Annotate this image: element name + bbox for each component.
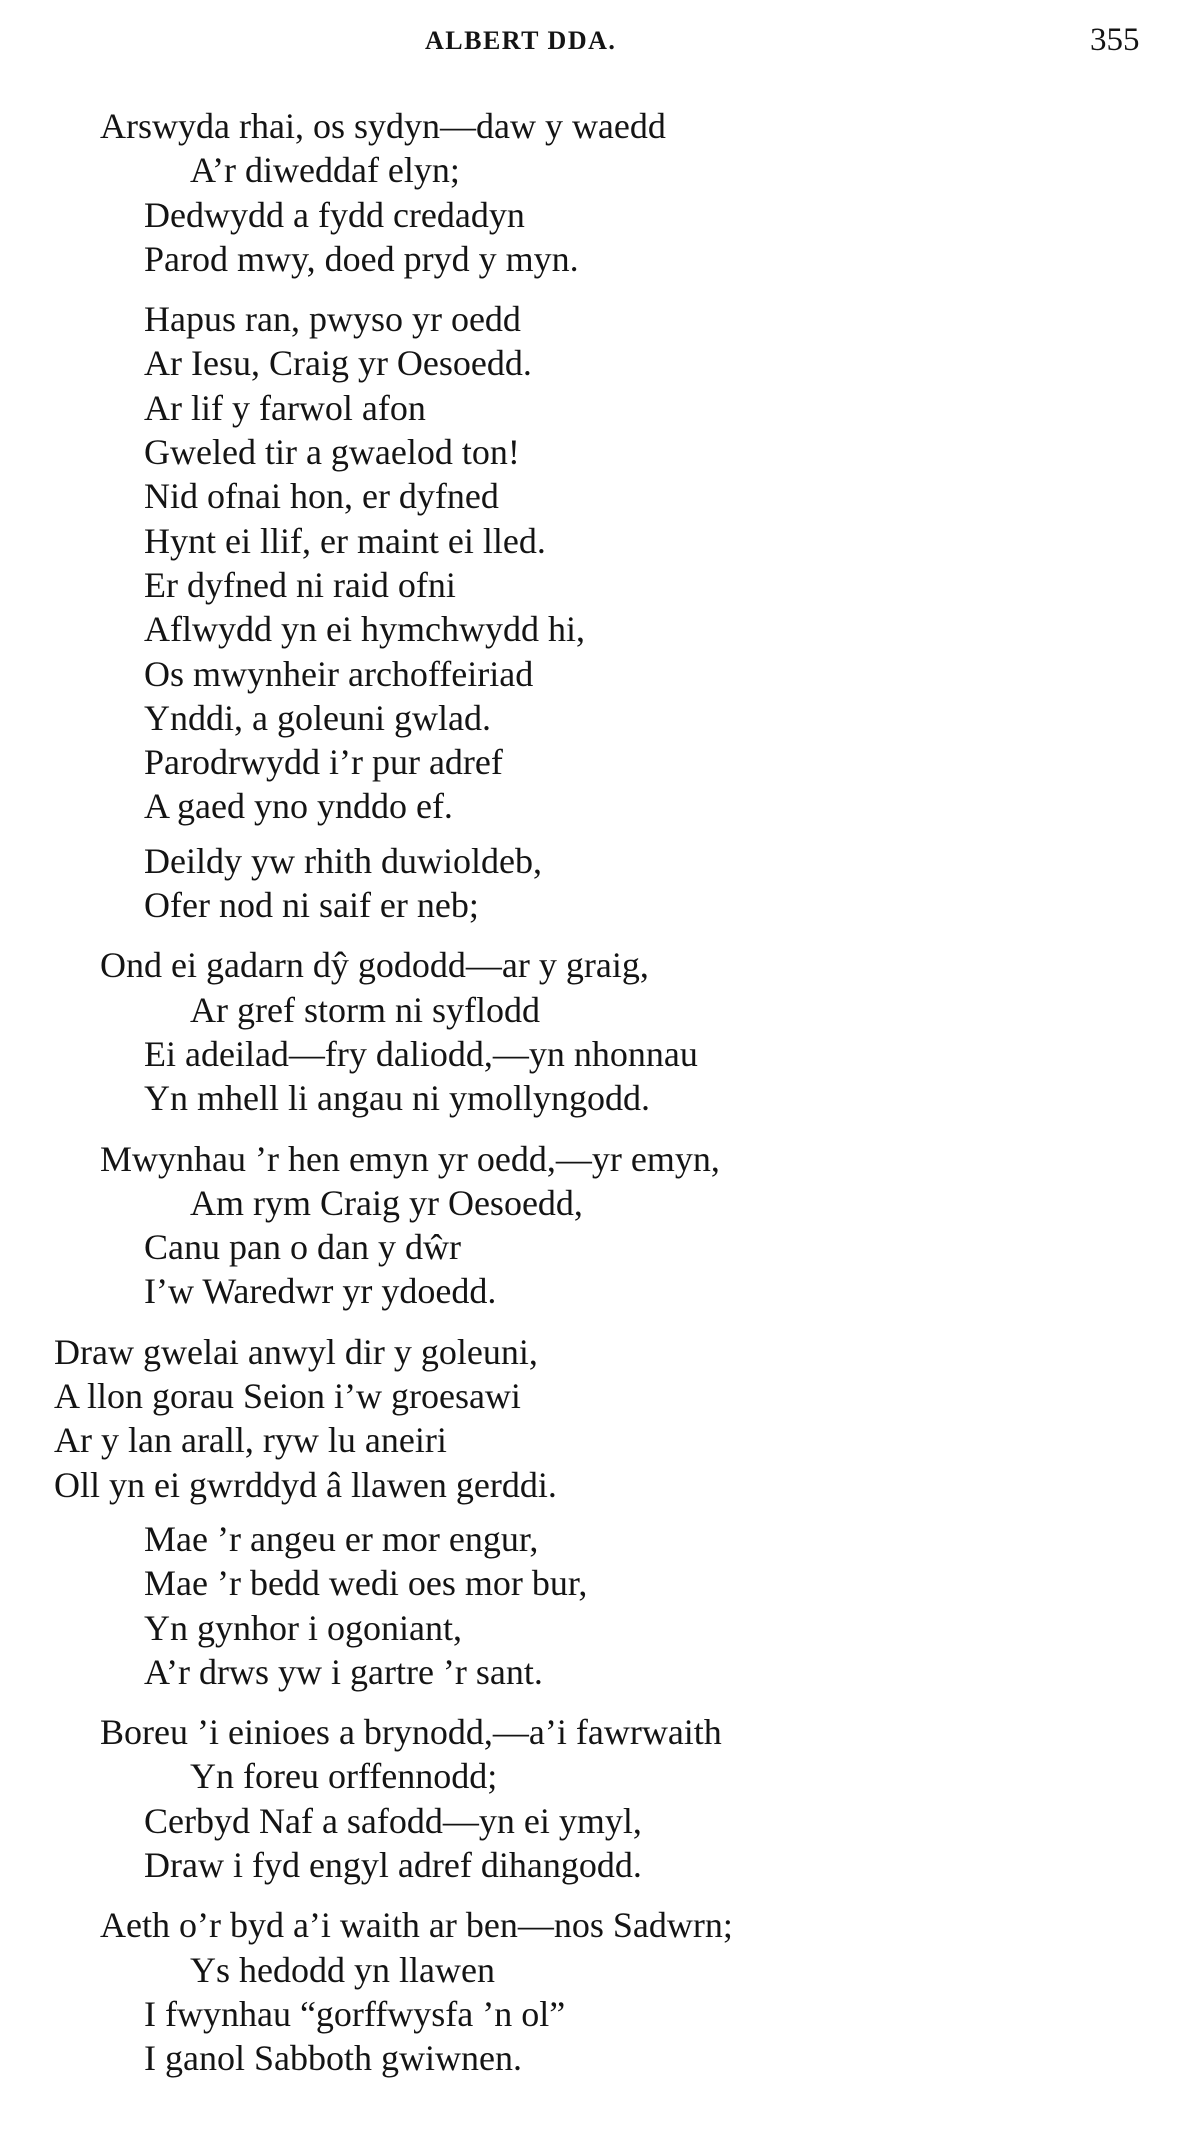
verse-line: Parodrwydd i’r pur adref bbox=[144, 742, 503, 783]
poem-body bbox=[0, 104, 1203, 2080]
running-head: ALBERT DDA. bbox=[425, 26, 617, 55]
stanza-1 bbox=[0, 104, 1203, 281]
verse-line: Boreu ’i einioes a brynodd,—a’i fawrwaith bbox=[100, 1712, 722, 1753]
verse-line: Aflwydd yn ei hymchwydd hi, bbox=[144, 609, 585, 650]
verse-line: Aeth o’r byd a’i waith ar ben—nos Sadwrn; bbox=[100, 1905, 733, 1946]
verse-line: Mwynhau ’r hen emyn yr oedd,—yr emyn, bbox=[100, 1138, 720, 1179]
verse-line: A’r diweddaf elyn; bbox=[190, 150, 460, 191]
verse-line: Draw i fyd engyl adref dihangodd. bbox=[144, 1844, 642, 1885]
verse-line: I ganol Sabboth gwiwnen. bbox=[144, 2038, 522, 2079]
verse-line: Deildy yw rhith duwioldeb, bbox=[144, 840, 542, 881]
verse-line: Cerbyd Naf a safodd—yn ei ymyl, bbox=[144, 1800, 642, 1841]
verse-line: Ynddi, a goleuni gwlad. bbox=[144, 697, 491, 738]
verse-line: Nid ofnai hon, er dyfned bbox=[144, 476, 499, 517]
verse-line: Dedwydd a fydd credadyn bbox=[144, 194, 525, 235]
verse-line: Ys hedodd yn llawen bbox=[190, 1949, 495, 1990]
stanza-2 bbox=[0, 297, 1203, 829]
page-number: 355 bbox=[1090, 22, 1140, 58]
verse-line: Mae ’r bedd wedi oes mor bur, bbox=[144, 1563, 588, 1604]
verse-line: Gweled tir a gwaelod ton! bbox=[144, 432, 520, 473]
verse-line: Mae ’r angeu er mor engur, bbox=[144, 1518, 539, 1559]
page-header bbox=[0, 22, 1203, 62]
verse-line: I’w Waredwr yr ydoedd. bbox=[144, 1271, 497, 1312]
verse-line: Canu pan o dan y dŵr bbox=[144, 1227, 461, 1268]
verse-line: A llon gorau Seion i’w groesawi bbox=[54, 1376, 521, 1417]
verse-line: Arswyda rhai, os sydyn—daw y waedd bbox=[100, 106, 666, 146]
verse-line: Draw gwelai anwyl dir y goleuni, bbox=[54, 1331, 538, 1372]
stanza-6 bbox=[0, 1330, 1203, 1507]
verse-line: Ar gref storm ni syflodd bbox=[190, 989, 540, 1030]
stanza-8 bbox=[0, 1710, 1203, 1887]
verse-line: Hynt ei llif, er maint ei lled. bbox=[144, 520, 546, 561]
verse-line: Ar Iesu, Craig yr Oesoedd. bbox=[144, 343, 532, 384]
verse-line: Os mwynheir archoffeiriad bbox=[144, 653, 534, 694]
stanza-3 bbox=[0, 839, 1203, 928]
verse-line: Oll yn ei gwrddyd â llawen gerddi. bbox=[54, 1464, 557, 1505]
verse-line: Parod mwy, doed pryd y myn. bbox=[144, 238, 579, 279]
verse-line: Ar lif y farwol afon bbox=[144, 387, 426, 428]
verse-line: Ofer nod ni saif er neb; bbox=[144, 885, 479, 926]
verse-line: Yn mhell li angau ni ymollyngodd. bbox=[144, 1078, 650, 1119]
verse-line: Ar y lan arall, ryw lu aneiri bbox=[54, 1420, 447, 1461]
stanza-9 bbox=[0, 1903, 1203, 2080]
stanza-5 bbox=[0, 1137, 1203, 1314]
verse-line: Yn gynhor i ogoniant, bbox=[144, 1607, 462, 1648]
verse-line: A’r drws yw i gartre ’r sant. bbox=[144, 1651, 543, 1692]
verse-line: Hapus ran, pwyso yr oedd bbox=[144, 299, 521, 340]
verse-line: Er dyfned ni raid ofni bbox=[144, 564, 456, 605]
stanza-4 bbox=[0, 943, 1203, 1120]
stanza-7 bbox=[0, 1517, 1203, 1694]
verse-line: Ond ei gadarn dŷ gododd—ar y graig, bbox=[100, 945, 649, 986]
verse-line: I fwynhau “gorffwysfa ’n ol” bbox=[144, 1993, 566, 2034]
verse-line: A gaed yno ynddo ef. bbox=[144, 786, 453, 827]
verse-line: Ei adeilad—fry daliodd,—yn nhonnau bbox=[144, 1033, 698, 1074]
verse-line: Am rym Craig yr Oesoedd, bbox=[190, 1182, 583, 1223]
verse-line: Yn foreu orffennodd; bbox=[190, 1756, 498, 1797]
